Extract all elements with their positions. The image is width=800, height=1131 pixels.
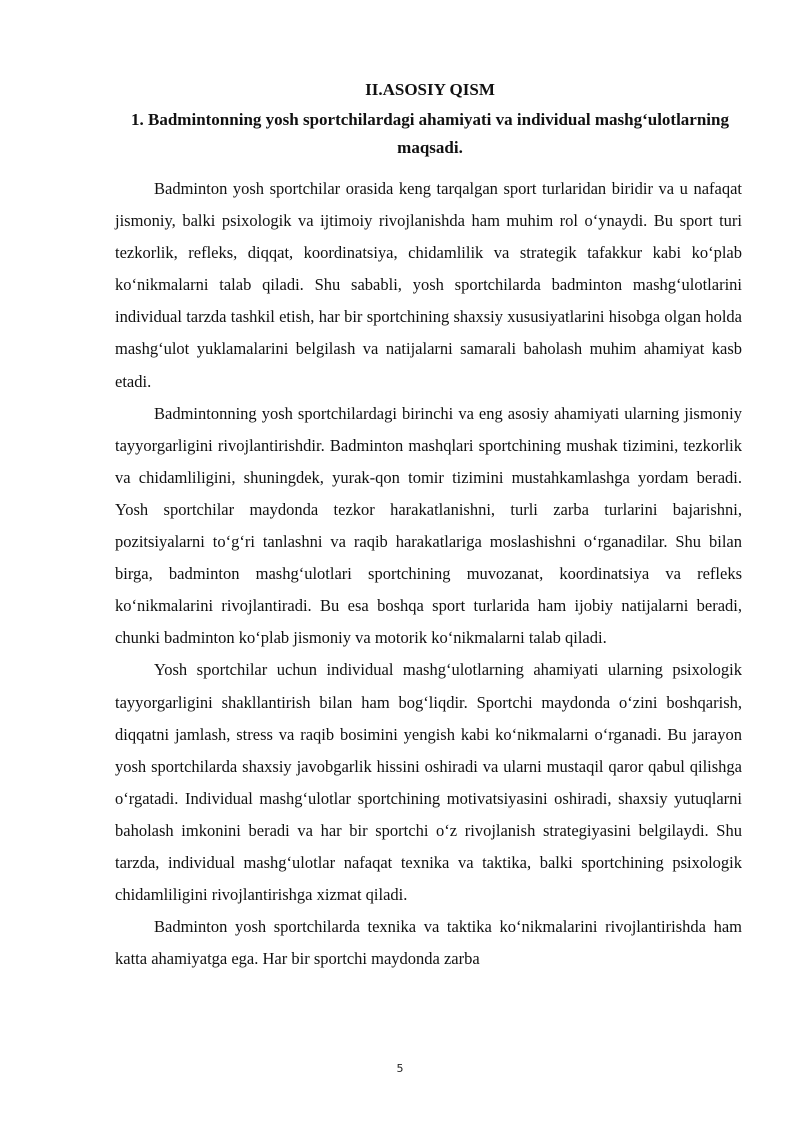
section-title: II.ASOSIY QISM xyxy=(365,80,495,99)
body-text xyxy=(115,173,742,975)
paragraph: Badminton yosh sportchilar orasida keng tarqalgan sport turlaridan biridir va u nafaqat jismoniy, balki psixologik va ijtimoiy rivojlanishda ham muhim rol o‘ynaydi. Bu sport turi tezkorlik, refleks, diqqat, koordinatsiya, chidamlilik va strategik tafakkur kabi ko‘plab ko‘nikmalarni talab qiladi. Shu sababli, yosh sportchilarda badminton mashg‘ulotlarini individual tarzda tashkil etish, har bir sportchining shaxsiy xususiyatlarini hisobga olgan holda mashg‘ulot yuklamalarini belgilash va natijalarni samarali baholash muhim ahamiyat kasb etadi. xyxy=(115,179,742,391)
subsection-title: 1. Badmintonning yosh sportchilardagi ahamiyati va individual mashg‘ulotlarning maqsadi. xyxy=(131,110,729,157)
page-number: 5 xyxy=(396,1062,404,1075)
paragraph: Yosh sportchilar uchun individual mashg‘ulotlarning ahamiyati ularning psixologik tayyorgarligini shakllantirish bilan ham bog‘liqdir. Sportchi maydonda o‘zini boshqarish, diqqatni jamlash, stress va raqib bosimini yengish kabi ko‘nikmalarni o‘rganadi. Bu jarayon yosh sportchilarda shaxsiy javobgarlik hissini oshiradi va ularni mustaqil qaror qabul qilishga o‘rgatadi. Individual mashg‘ulotlar sportchining motivatsiyasini oshiradi, shaxsiy yutuqlarni baholash imkonini beradi va har bir sportchi o‘z rivojlanish strategiyasini belgilaydi. Shu tarzda, individual mashg‘ulotlar nafaqat texnika va taktika, balki sportchining psixologik chidamliligini rivojlantirishga xizmat qiladi. xyxy=(115,660,742,905)
paragraph: Badmintonning yosh sportchilardagi birinchi va eng asosiy ahamiyati ularning jismoniy tayyorgarligini rivojlantirishdir. Badminton mashqlari sportchining mushak tizimini, tezkorlik va chidamliligini, shuningdek, yurak-qon tomir tizimini mustahkamlashga yordam beradi. Yosh sportchilar maydonda tezkor harakatlanishni, turli zarba turlarini bajarishni, pozitsiyalarni to‘g‘ri tanlashni va raqib harakatlariga moslashishni o‘rganadilar. Shu bilan birga, badminton mashg‘ulotlari sportchining muvozanat, koordinatsiya va refleks ko‘nikmalarini rivojlantiradi. Bu esa boshqa sport turlarida ham ijobiy natijalarni beradi, chunki badminton ko‘plab jismoniy va motorik ko‘nikmalarni talab qiladi. xyxy=(115,403,742,648)
paragraph: Badminton yosh sportchilarda texnika va taktika ko‘nikmalarini rivojlantirishda ham katta ahamiyatga ega. Har bir sportchi maydonda zarba xyxy=(115,917,742,969)
